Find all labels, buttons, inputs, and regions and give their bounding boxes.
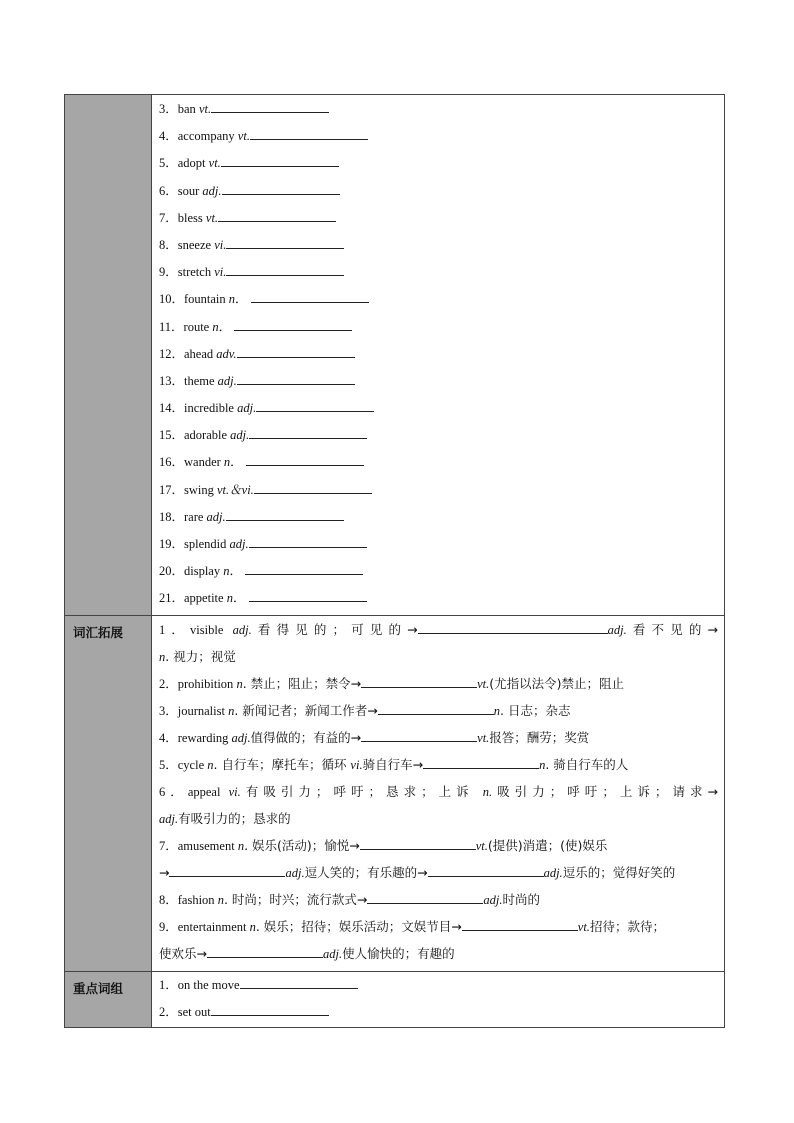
pos: vt. xyxy=(475,838,488,853)
pos: n xyxy=(212,319,219,334)
answer-blank[interactable] xyxy=(360,838,476,850)
vocabulary-section xyxy=(65,95,724,615)
pos: n xyxy=(228,292,236,307)
list-item xyxy=(159,422,718,449)
meaning: . 日志；杂志 xyxy=(500,702,571,718)
pos: vi. xyxy=(350,757,363,772)
meaning: . 娱乐；招待；娱乐活动；文娱节目→ xyxy=(255,918,462,934)
meaning: (尤指以法令)禁止；阻止 xyxy=(489,675,625,691)
pos: vt. xyxy=(237,129,250,144)
item-text: 14．incredible xyxy=(159,401,238,416)
answer-blank[interactable] xyxy=(378,703,494,715)
item-text: 6．appeal xyxy=(159,784,229,799)
section-label-expansion: 词汇拓展 xyxy=(65,616,152,971)
pos: adj. xyxy=(202,183,222,198)
expansion-item xyxy=(159,778,718,805)
pos: adv. xyxy=(216,346,237,361)
meaning: 有吸引力的；恳求的 xyxy=(178,810,291,826)
answer-blank[interactable] xyxy=(221,155,339,167)
meaning: . 时尚；时兴；流行款式→ xyxy=(223,891,368,907)
pos: n xyxy=(236,676,243,691)
pos: adj. xyxy=(229,537,249,551)
answer-blank[interactable] xyxy=(211,101,329,113)
pos: n xyxy=(217,892,224,907)
answer-blank[interactable] xyxy=(245,563,363,575)
answer-blank[interactable] xyxy=(237,373,355,385)
list-item xyxy=(159,585,718,612)
answer-blank[interactable] xyxy=(169,865,285,877)
expansion-item-cont xyxy=(159,940,718,967)
pos: n xyxy=(237,838,245,853)
pos: adj. xyxy=(230,428,250,443)
pos: vt. xyxy=(205,210,219,225)
item-text: 4．rewarding xyxy=(159,730,232,745)
answer-blank[interactable] xyxy=(246,454,364,466)
list-item xyxy=(159,123,718,150)
pos: adj. xyxy=(231,730,251,745)
list-item xyxy=(159,395,718,422)
item-text: 19．splendid xyxy=(159,537,230,551)
arrow: → xyxy=(159,864,170,880)
meaning: 吸引力；呼吁；上诉；请求→ xyxy=(492,783,718,799)
item-text: 7．amusement xyxy=(159,838,238,853)
answer-blank[interactable] xyxy=(207,946,323,958)
pos: adj. xyxy=(607,622,627,637)
answer-blank[interactable] xyxy=(249,590,367,602)
meaning: . 禁止；阻止；禁令→ xyxy=(242,675,362,691)
meaning: 时尚的 xyxy=(502,891,540,907)
meaning: 使人愉快的；有趣的 xyxy=(342,945,455,961)
pos: vi. xyxy=(214,237,227,252)
item-suffix: ． xyxy=(235,292,248,307)
answer-blank[interactable] xyxy=(226,264,344,276)
list-item xyxy=(159,314,718,341)
list-item xyxy=(159,205,718,232)
pos: adj. xyxy=(322,946,343,961)
pos: adj. xyxy=(159,811,179,826)
item-text: 12．ahead xyxy=(159,346,217,361)
meaning: 逗乐的；觉得好笑的 xyxy=(562,864,676,880)
list-item xyxy=(159,504,718,531)
meaning: . 新闻记者；新闻工作者→ xyxy=(234,702,378,718)
answer-blank[interactable] xyxy=(218,210,336,222)
expansion-item xyxy=(159,886,718,913)
answer-blank[interactable] xyxy=(226,509,344,521)
item-text: 8．sneeze xyxy=(159,237,215,252)
pos: adj. xyxy=(237,401,257,416)
pos: adj. xyxy=(217,373,237,388)
answer-blank[interactable] xyxy=(361,676,477,688)
meaning: . 视力；视觉 xyxy=(165,648,236,664)
section-label-vocabulary xyxy=(65,95,152,615)
item-text: 1．visible xyxy=(159,622,233,637)
item-text: 13．theme xyxy=(159,373,218,388)
pos: adj. xyxy=(206,509,226,524)
list-item xyxy=(159,449,718,476)
item-text: 3．journalist xyxy=(159,703,229,718)
item-text: 5．cycle xyxy=(159,757,208,772)
meaning: 看得见的；可见的→ xyxy=(251,621,418,637)
vocabulary-list xyxy=(152,95,724,615)
meaning: . 骑自行车的人 xyxy=(545,756,629,772)
item-suffix: ． xyxy=(232,591,246,606)
answer-blank[interactable] xyxy=(423,757,539,769)
item-suffix: ． xyxy=(230,455,243,470)
expansion-item xyxy=(159,670,718,697)
item-text: 15．adorable xyxy=(159,428,231,443)
answer-blank[interactable] xyxy=(226,237,344,249)
expansion-item xyxy=(159,832,718,859)
expansion-item-cont xyxy=(159,859,718,886)
worksheet-table xyxy=(64,94,725,1028)
key-phrases-section xyxy=(65,971,724,1027)
answer-blank[interactable] xyxy=(234,319,352,331)
phrase-list xyxy=(152,972,724,1027)
pos: n xyxy=(228,703,235,718)
meaning: 报答；酬劳；奖赏 xyxy=(489,729,590,745)
list-item xyxy=(159,259,718,286)
answer-blank[interactable] xyxy=(361,730,477,742)
pos: vt. xyxy=(198,102,212,116)
item-suffix: ． xyxy=(229,564,242,579)
answer-blank[interactable] xyxy=(367,892,483,904)
pos: vt. xyxy=(208,156,221,171)
expansion-item xyxy=(159,616,718,643)
list-item xyxy=(159,341,718,368)
item-text: 9．entertainment xyxy=(159,919,250,934)
pos: n xyxy=(226,591,233,606)
meaning: 骑自行车→ xyxy=(362,756,424,772)
meaning: . 娱乐(活动)；愉悦→ xyxy=(244,837,360,853)
pos: n xyxy=(223,455,231,470)
pos: vt.＆vi. xyxy=(217,482,254,497)
answer-blank[interactable] xyxy=(418,622,608,634)
item-text: 4．accompany xyxy=(159,129,238,144)
answer-blank[interactable] xyxy=(222,183,340,195)
list-item xyxy=(159,286,718,313)
answer-blank[interactable] xyxy=(251,291,369,303)
answer-blank[interactable] xyxy=(249,536,367,548)
list-item xyxy=(159,972,718,999)
pos: n xyxy=(159,649,166,664)
list-item xyxy=(159,558,718,585)
meaning: 看不见的→ xyxy=(626,621,718,637)
expansion-item-cont xyxy=(159,805,718,832)
answer-blank[interactable] xyxy=(240,977,358,989)
item-text: 11．route xyxy=(159,319,213,334)
pos: vi. xyxy=(214,265,227,280)
item-text: 21．appetite xyxy=(159,591,227,606)
meaning: (提供)消遣；(使)娱乐 xyxy=(487,837,608,853)
pos: adj. xyxy=(543,865,563,880)
pos: vt. xyxy=(577,919,590,934)
item-text: 3．ban xyxy=(159,102,199,116)
meaning: . 自行车；摩托车；循环 xyxy=(213,756,351,772)
answer-blank[interactable] xyxy=(237,346,355,358)
answer-blank[interactable] xyxy=(254,482,372,494)
expansion-list xyxy=(152,616,724,971)
meaning: 使欢乐→ xyxy=(159,945,207,961)
list-item xyxy=(159,96,718,123)
item-text: 8．fashion xyxy=(159,892,218,907)
pos: n. xyxy=(482,784,493,799)
item-text: 6．sour xyxy=(159,183,203,198)
pos: adj. xyxy=(232,622,252,637)
expansion-item-cont xyxy=(159,643,718,670)
list-item xyxy=(159,531,718,558)
meaning: 有吸引力；呼吁；恳求；上诉 xyxy=(240,783,483,799)
item-text: 2．set out xyxy=(159,1004,211,1019)
list-item xyxy=(159,178,718,205)
meaning: 招待；款待； xyxy=(589,918,665,934)
item-text: 2．prohibition xyxy=(159,676,237,691)
item-text: 18．rare xyxy=(159,509,207,524)
vocabulary-expansion-section xyxy=(65,615,724,971)
list-item xyxy=(159,999,718,1026)
answer-blank[interactable] xyxy=(211,1004,329,1016)
expansion-item xyxy=(159,751,718,778)
pos: vt. xyxy=(477,676,490,691)
list-item xyxy=(159,477,718,504)
item-text: 7．bless xyxy=(159,210,206,225)
pos: vt. xyxy=(477,730,490,745)
list-item xyxy=(159,368,718,395)
pos: vi. xyxy=(228,784,241,799)
pos: adj. xyxy=(285,865,305,880)
expansion-item xyxy=(159,697,718,724)
answer-blank[interactable] xyxy=(250,128,368,140)
item-text: 1．on the move xyxy=(159,977,240,992)
pos: n xyxy=(249,919,256,934)
item-suffix: ． xyxy=(218,319,232,334)
list-item xyxy=(159,232,718,259)
pos: adj. xyxy=(483,892,503,907)
pos: n xyxy=(223,564,230,579)
item-text: 16．wander xyxy=(159,455,224,470)
answer-blank[interactable] xyxy=(462,919,578,931)
expansion-item xyxy=(159,913,718,940)
item-text: 5．adopt xyxy=(159,156,209,171)
item-text: 20．display xyxy=(159,564,224,579)
meaning: 逗人笑的；有乐趣的→ xyxy=(304,864,428,880)
pos: n xyxy=(493,703,501,718)
item-text: 9．stretch xyxy=(159,265,215,280)
expansion-item xyxy=(159,724,718,751)
pos: n xyxy=(207,757,214,772)
item-text: 17．swing xyxy=(159,482,217,497)
answer-blank[interactable] xyxy=(256,400,374,412)
item-text: 10．fountain xyxy=(159,292,229,307)
list-item xyxy=(159,150,718,177)
pos: n xyxy=(539,757,546,772)
meaning: 值得做的；有益的→ xyxy=(250,729,362,745)
section-label-phrases: 重点词组 xyxy=(65,972,152,1027)
answer-blank[interactable] xyxy=(428,865,544,877)
answer-blank[interactable] xyxy=(249,427,367,439)
